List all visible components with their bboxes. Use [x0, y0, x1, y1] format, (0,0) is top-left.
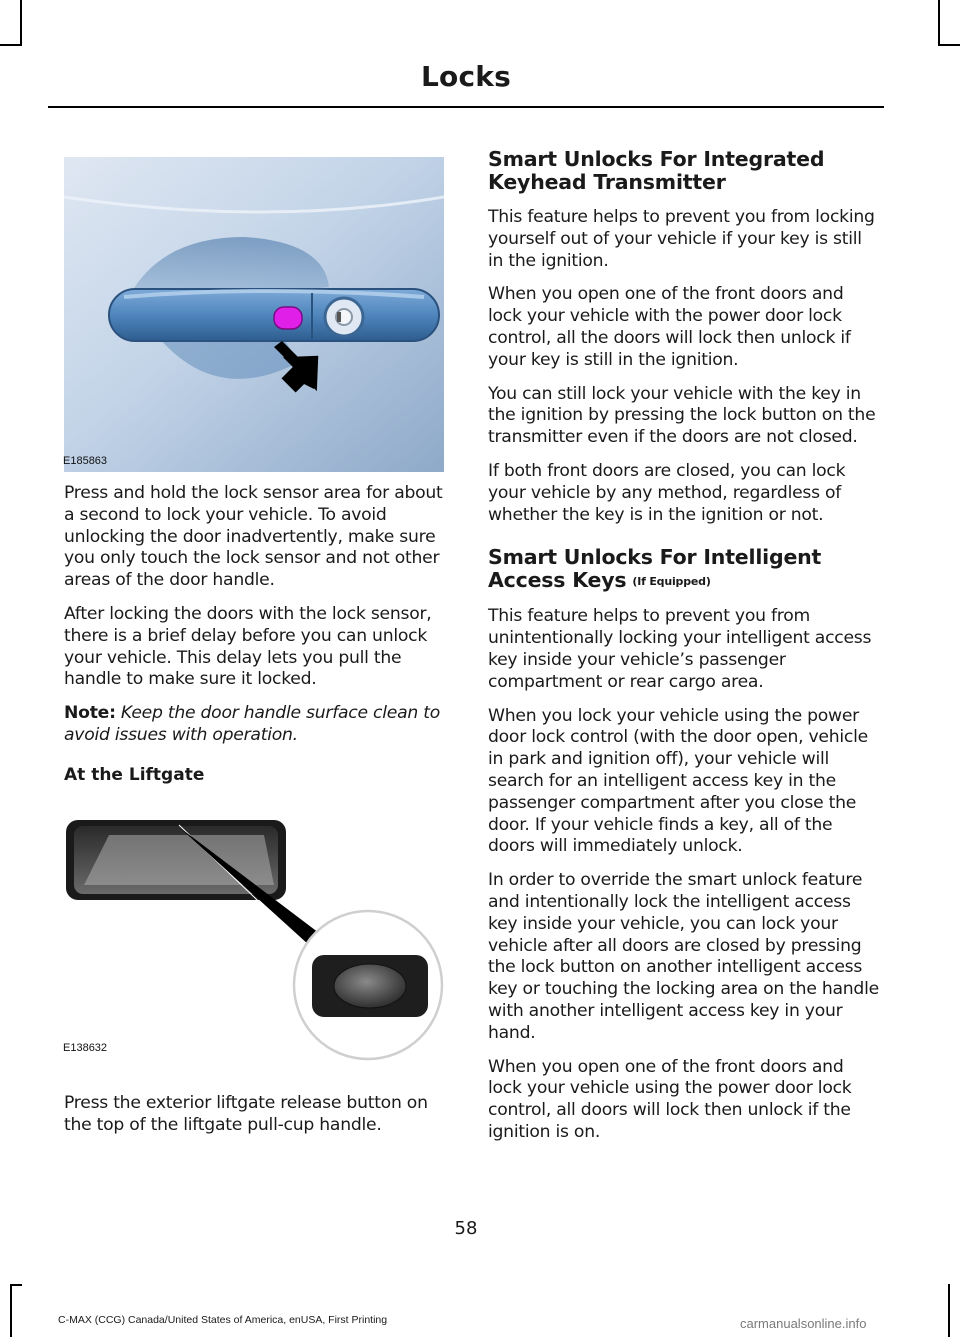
paragraph: In order to override the smart unlock feature and intentionally lock the intelligent access key inside your vehicle, you can lock your vehicle after all doors are closed by pressing the lock button on another intelligent access key or touching the locking area on the handle with another intelligent access key in your hand.: [488, 870, 879, 1043]
crop-mark: [0, 44, 20, 46]
paragraph: If both front doors are closed, you can lock your vehicle by any method, regardless of whether the key is in the ignition or not.: [488, 460, 846, 525]
crop-mark: [10, 1284, 12, 1337]
header-divider: [48, 106, 884, 108]
paragraph: You can still lock your vehicle with the key in the ignition by pressing the lock button on the transmitter even if the doors are not closed.: [488, 383, 876, 448]
left-column: [64, 157, 447, 1148]
heading-text: Smart Unlocks For Intelligent Access Keys: [488, 545, 822, 593]
if-equipped-label: (If Equipped): [632, 575, 711, 589]
door-handle-illustration: [64, 157, 444, 472]
paragraph: When you lock your vehicle using the power door lock control (with the door open, vehicle in park and ignition off), your vehicle will search for an intelligent access key in the passenger compartment after you close the door. If your vehicle finds a key, all of the doors will immediately unlock.: [488, 705, 868, 857]
paragraph: This feature helps to prevent you from unintentionally locking your intelligent access key inside your vehicle’s passenger compartment or rear cargo area.: [488, 606, 872, 692]
paragraph: When you open one of the front doors and lock your vehicle with the power door lock control, all the doors will lock then unlock if your key is still in the ignition.: [488, 284, 851, 370]
liftgate-figure: [64, 815, 447, 1075]
section-heading-intelligent-access: [488, 546, 880, 593]
paragraph: Press the exterior liftgate release button on the top of the liftgate pull-cup handle.: [64, 1092, 428, 1135]
note-label: Note:: [64, 703, 116, 724]
footer-text: C-MAX (CCG) Canada/United States of America, enUSA, First Printing: [58, 1314, 388, 1326]
crop-mark: [10, 1284, 22, 1286]
liftgate-illustration: [64, 815, 447, 1075]
page-title: Locks: [421, 60, 511, 93]
paragraph: After locking the doors with the lock sensor, there is a brief delay before you can unlock your vehicle. This delay lets you pull the handle to make sure it locked.: [64, 603, 432, 690]
paragraph: Press and hold the lock sensor area for about a second to lock your vehicle. To avoid unlocking the door inadvertently, make sure you only touch the lock sensor and not other areas of the door handle.: [64, 483, 443, 591]
crop-mark: [20, 0, 22, 46]
section-heading-liftgate: At the Liftgate: [64, 764, 205, 785]
page-number: 58: [454, 1218, 478, 1239]
figure-code: E185863: [63, 455, 108, 467]
note-body: Keep the door handle surface clean to avoid issues with operation.: [64, 703, 440, 745]
crop-mark: [938, 0, 940, 46]
right-column: [488, 148, 880, 1156]
crop-mark: [948, 1284, 950, 1337]
door-handle-figure: [64, 157, 444, 472]
paragraph: When you open one of the front doors and lock your vehicle using the power door lock control, all doors will lock then unlock if the ignition is on.: [488, 1056, 852, 1142]
section-heading-keyhead: Smart Unlocks For Integrated Keyhead Transmitter: [488, 147, 825, 194]
note: [64, 703, 447, 747]
figure-code: E138632: [63, 1041, 108, 1054]
crop-mark: [940, 44, 960, 46]
paragraph: This feature helps to prevent you from locking yourself out of your vehicle if your key is still in the ignition.: [488, 207, 875, 271]
watermark: carmanualsonline.info: [740, 1316, 867, 1331]
